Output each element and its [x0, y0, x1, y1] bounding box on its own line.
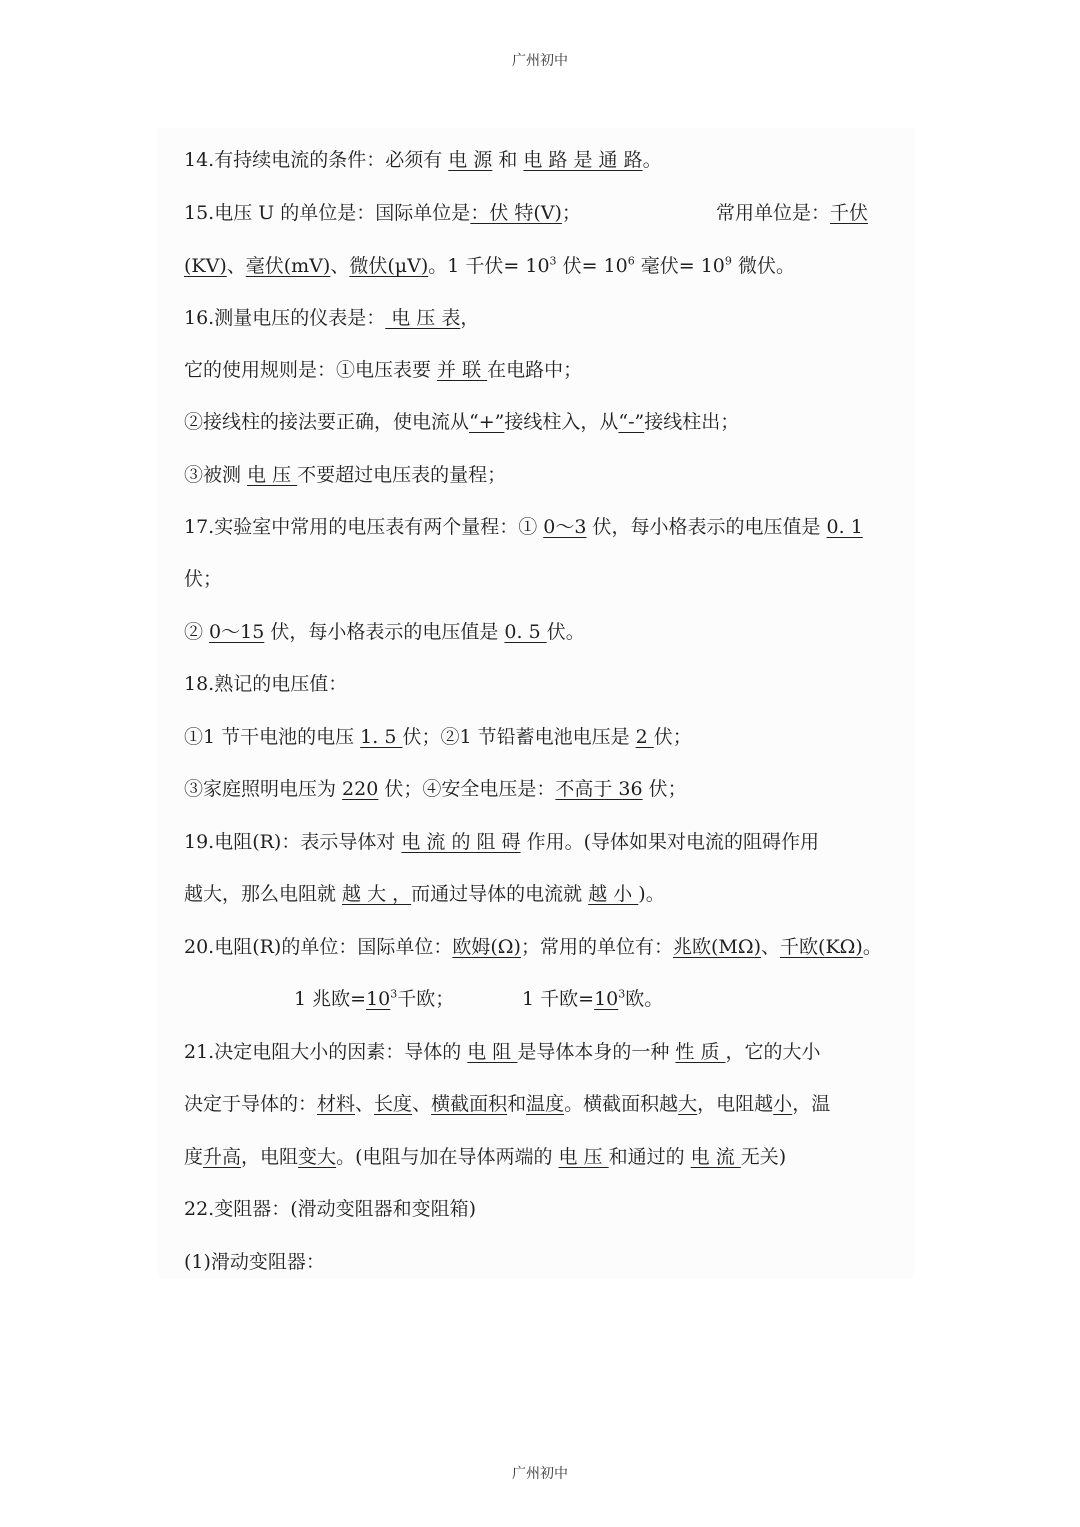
page-header: 广州初中 — [512, 53, 568, 69]
item-17-line1 — [184, 515, 884, 539]
text: ，它的大小 — [725, 1041, 821, 1063]
text: 18.熟记的电压值： — [184, 673, 348, 695]
item-18-line2 — [184, 777, 884, 801]
answer: “+” — [469, 411, 505, 433]
text: ，电阻越 — [697, 1093, 774, 1115]
text: 接线柱出； — [644, 411, 740, 433]
text: 千欧； — [397, 988, 455, 1010]
text: 伏；④安全电压是： — [378, 778, 556, 800]
answer: 温度 — [526, 1093, 565, 1115]
common-units — [716, 201, 868, 225]
text: 17.实验室中常用的电压表有两个量程：① — [184, 516, 544, 538]
item-22-subtitle — [184, 1250, 884, 1274]
conversion-2 — [522, 987, 663, 1011]
text: 。 — [642, 149, 662, 171]
item-14 — [184, 148, 884, 172]
answer: 10 — [594, 988, 619, 1010]
answer: 电 流 的 阻 碍 — [401, 831, 521, 853]
text: 是导体本身的一种 — [517, 1041, 676, 1063]
text: 伏； — [642, 778, 687, 800]
answer: 10 — [366, 988, 391, 1010]
text: 在电路中； — [487, 359, 583, 381]
text: 伏； — [653, 726, 692, 748]
text: 伏，每小格表示的电压值是 — [586, 516, 827, 538]
text: 。横截面积越 — [564, 1093, 679, 1115]
text: ③家庭照明电压为 — [184, 778, 343, 800]
answer: 电 压 表 — [385, 307, 461, 329]
item-15-line2 — [184, 254, 884, 278]
text: ②接线柱的接法要正确，使电流从 — [184, 411, 470, 433]
text: 16.测量电压的仪表是： — [184, 307, 386, 329]
answer: 越 小 — [588, 883, 639, 905]
text: 。(电阻与加在导体两端的 — [336, 1146, 559, 1168]
item-17-line3 — [184, 620, 884, 644]
text: 、 — [355, 1093, 375, 1115]
answer: 电 阻 — [467, 1041, 518, 1063]
text: 微伏。 — [731, 255, 795, 277]
answer: 220 — [342, 778, 379, 800]
text: 22.变阻器：(滑动变阻器和变阻箱) — [184, 1198, 477, 1220]
item-19-line2 — [184, 882, 884, 906]
answer: 长度 — [374, 1093, 413, 1115]
text: ，电阻 — [241, 1146, 299, 1168]
text: 伏。 — [546, 621, 585, 643]
text: 度 — [184, 1146, 204, 1168]
answer: “-” — [618, 411, 645, 433]
text: 越大，那么电阻就 — [184, 883, 343, 905]
text: ， — [460, 307, 480, 329]
answer: 电 路 是 通 路 — [523, 149, 643, 171]
answer: 0. 5 — [504, 621, 547, 643]
item-16-line3 — [184, 410, 884, 434]
answer: 2 — [635, 726, 654, 748]
item-15-line1 — [184, 201, 884, 225]
text: ①1 节干电池的电压 — [184, 726, 361, 748]
answer: 欧姆(Ω) — [452, 936, 521, 958]
conversion-1 — [294, 987, 454, 1011]
text: 、 — [226, 255, 246, 277]
item-16-line4 — [184, 463, 884, 487]
text: 1 千欧= — [522, 988, 595, 1010]
answer: 兆欧(MΩ) — [672, 936, 762, 958]
text: 无关) — [740, 1146, 787, 1168]
exponent: 6 — [627, 254, 635, 268]
answer: 0～15 — [209, 621, 265, 643]
item-21-line2 — [184, 1092, 884, 1116]
text: 和 — [507, 1093, 527, 1115]
text: 1 兆欧= — [294, 988, 367, 1010]
answer: 升高 — [203, 1146, 242, 1168]
answer: 0～3 — [543, 516, 587, 538]
answer: 越 大 ， — [342, 883, 412, 905]
answer: 千伏 — [830, 202, 869, 224]
answer: (KV) — [184, 255, 227, 277]
text: 而通过导体的电流就 — [411, 883, 589, 905]
text: ； — [561, 202, 581, 224]
item-16-line2 — [184, 358, 884, 382]
text: 作用。(导体如果对电流的阻碍作用 — [520, 831, 820, 853]
text: 决定于导体的： — [184, 1093, 318, 1115]
item-22-title — [184, 1197, 884, 1221]
text: 常用单位是： — [716, 202, 831, 224]
exponent: 9 — [724, 254, 732, 268]
item-21-line3 — [184, 1145, 884, 1169]
page-footer: 广州初中 — [512, 1466, 568, 1482]
text: 21.决定电阻大小的因素：导体的 — [184, 1041, 468, 1063]
answer: ：伏 特(V) — [470, 202, 562, 224]
text: 20.电阻(R)的单位：国际单位： — [184, 936, 453, 958]
text: (1)滑动变阻器： — [184, 1251, 325, 1273]
exponent: 3 — [390, 987, 398, 1001]
answer: 电 压 — [247, 464, 298, 486]
text: 。 — [862, 936, 882, 958]
answer: 性 质 — [675, 1041, 726, 1063]
text: ② — [184, 621, 210, 643]
item-21-line1 — [184, 1040, 884, 1064]
answer: 不高于 36 — [555, 778, 643, 800]
answer: 千欧(KΩ) — [780, 936, 863, 958]
answer: 材料 — [317, 1093, 356, 1115]
text: 14.有持续电流的条件：必须有 — [184, 149, 449, 171]
item-20-line1 — [184, 935, 884, 959]
item-19-line1 — [184, 830, 884, 854]
answer: 横截面积 — [431, 1093, 508, 1115]
answer: 电 流 — [690, 1146, 741, 1168]
text: ，温 — [792, 1093, 831, 1115]
text: 19.电阻(R)：表示导体对 — [184, 831, 402, 853]
item-16-line1 — [184, 306, 884, 330]
text: 。1 千伏= 10 — [428, 255, 550, 277]
text: 伏，每小格表示的电压值是 — [264, 621, 505, 643]
item-18-title — [184, 672, 884, 696]
answer: 变大 — [298, 1146, 337, 1168]
text: 15.电压 U 的单位是：国际单位是 — [184, 202, 471, 224]
answer: 0. 1 — [826, 516, 863, 538]
answer: 电 压 — [558, 1146, 609, 1168]
text: 接线柱入，从 — [504, 411, 619, 433]
answer: 1. 5 — [360, 726, 403, 748]
text: 伏= 10 — [556, 255, 628, 277]
text: 和通过的 — [608, 1146, 691, 1168]
text: ；常用的单位有： — [520, 936, 673, 958]
text: 毫伏= 10 — [634, 255, 725, 277]
answer: 并 联 — [437, 359, 488, 381]
text: 、 — [330, 255, 350, 277]
text: ③被测 — [184, 464, 248, 486]
answer: 小 — [773, 1093, 793, 1115]
exponent: 3 — [549, 254, 557, 268]
text: 它的使用规则是：①电压表要 — [184, 359, 438, 381]
answer: 电 源 — [448, 149, 493, 171]
text: 和 — [492, 149, 524, 171]
answer: 毫伏(mV) — [245, 255, 331, 277]
text: 、 — [412, 1093, 432, 1115]
item-18-line1 — [184, 725, 884, 749]
item-17-line2 — [184, 567, 884, 591]
text: 不要超过电压表的量程； — [297, 464, 507, 486]
text: 、 — [761, 936, 781, 958]
answer: 大 — [678, 1093, 698, 1115]
text: 伏； — [184, 568, 223, 590]
exponent: 3 — [618, 987, 626, 1001]
text: )。 — [638, 883, 665, 905]
answer: 微伏(μV) — [349, 255, 429, 277]
text: 欧。 — [625, 988, 664, 1010]
text: 伏；②1 节铅蓄电池电压是 — [402, 726, 636, 748]
